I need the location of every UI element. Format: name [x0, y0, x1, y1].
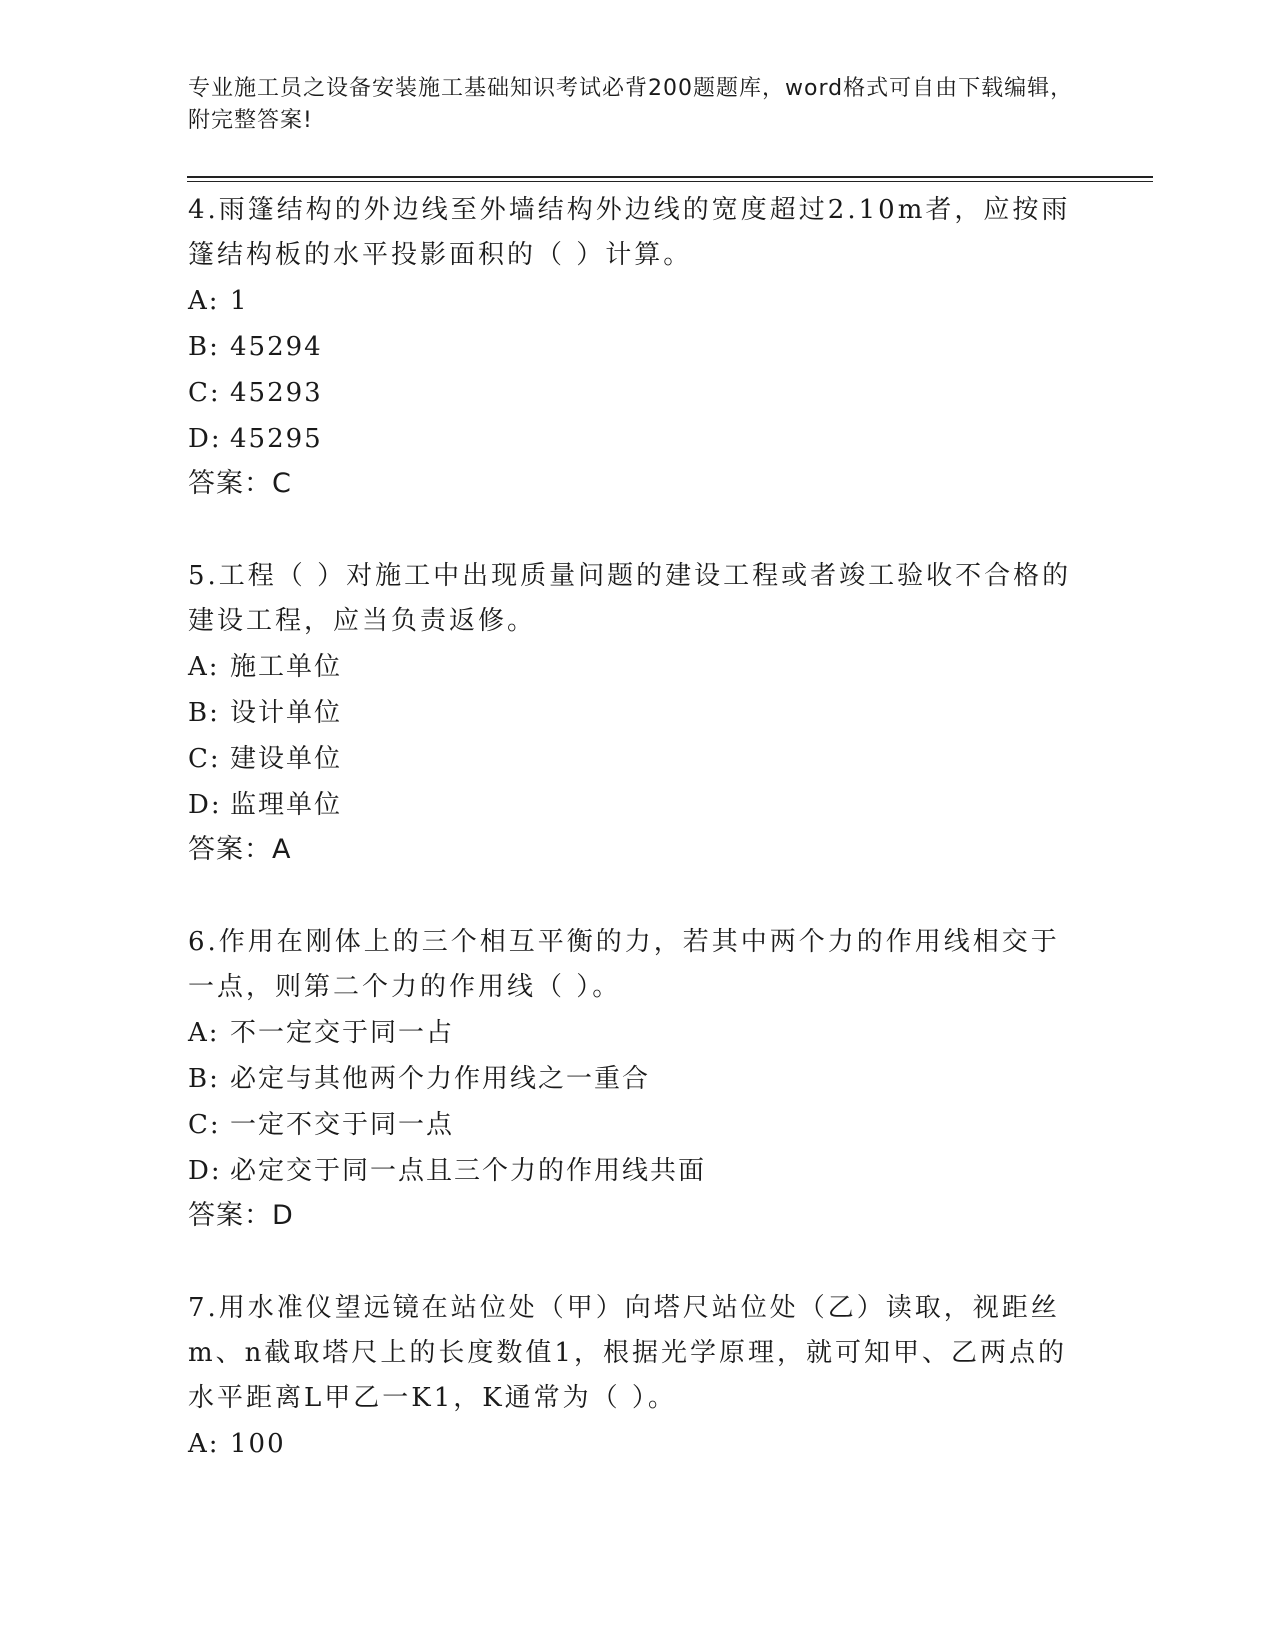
option-a — [188, 644, 1088, 690]
option-d — [188, 1148, 1088, 1194]
option-key: C: — [188, 744, 221, 774]
header-divider-thin — [187, 181, 1153, 182]
question-4 — [188, 188, 1088, 506]
question-stem: 6.作用在刚体上的三个相互平衡的力，若其中两个力的作用线相交于一点，则第二个力的作用线（ ）。 — [188, 927, 1060, 1002]
option-text: 建设单位 — [230, 744, 343, 774]
question-7 — [188, 1286, 1088, 1467]
option-text: 45294 — [230, 332, 323, 362]
option-key: C: — [188, 1110, 221, 1140]
option-key: A: — [188, 1018, 220, 1048]
option-c — [188, 370, 1088, 416]
option-a — [188, 1421, 1088, 1467]
option-key: A: — [188, 286, 220, 316]
option-text: 一定不交于同一点 — [230, 1110, 455, 1140]
option-text: 100 — [230, 1429, 286, 1459]
header-divider-thick — [187, 176, 1153, 178]
option-key: B: — [188, 332, 220, 362]
option-text: 监理单位 — [230, 790, 343, 820]
option-key: D: — [188, 424, 222, 454]
option-key: B: — [188, 698, 220, 728]
answer-line: 答案：D — [188, 1200, 294, 1231]
option-text: 必定交于同一点且三个力的作用线共面 — [230, 1156, 707, 1186]
option-key: C: — [188, 378, 221, 408]
question-6 — [188, 920, 1088, 1238]
option-key: A: — [188, 1429, 220, 1459]
option-key: B: — [188, 1064, 220, 1094]
option-b — [188, 324, 1088, 370]
option-text: 45293 — [230, 378, 323, 408]
answer-line: 答案：C — [188, 468, 292, 499]
option-text: 1 — [230, 286, 249, 316]
option-text: 施工单位 — [230, 652, 343, 682]
option-b — [188, 1056, 1088, 1102]
option-key: A: — [188, 652, 220, 682]
answer-line: 答案：A — [188, 834, 292, 865]
option-d — [188, 416, 1088, 462]
option-text: 45295 — [230, 424, 323, 454]
option-c — [188, 1102, 1088, 1148]
question-stem: 7.用水准仪望远镜在站位处（甲）向塔尺站位处（乙）读取，视距丝m、n截取塔尺上的长度数值1，根据光学原理，就可知甲、乙两点的水平距离L甲乙一K1，K通常为（ ）。 — [188, 1293, 1067, 1413]
document-header-title: 专业施工员之设备安装施工基础知识考试必背200题题库，word格式可自由下载编辑，附完整答案! — [188, 76, 1074, 133]
question-stem: 4.雨篷结构的外边线至外墙结构外边线的宽度超过2.10m者，应按雨篷结构板的水平投影面积的（ ）计算。 — [188, 195, 1071, 270]
option-text: 设计单位 — [230, 698, 343, 728]
option-c — [188, 736, 1088, 782]
option-a — [188, 278, 1088, 324]
option-b — [188, 690, 1088, 736]
option-text: 必定与其他两个力作用线之一重合 — [230, 1064, 651, 1094]
option-key: D: — [188, 1156, 222, 1186]
option-key: D: — [188, 790, 222, 820]
question-5 — [188, 554, 1088, 872]
option-d — [188, 782, 1088, 828]
question-list — [188, 188, 1088, 1515]
option-text: 不一定交于同一占 — [230, 1018, 455, 1048]
option-a — [188, 1010, 1088, 1056]
question-stem: 5.工程（ ）对施工中出现质量问题的建设工程或者竣工验收不合格的建设工程，应当负责返修。 — [188, 561, 1072, 636]
